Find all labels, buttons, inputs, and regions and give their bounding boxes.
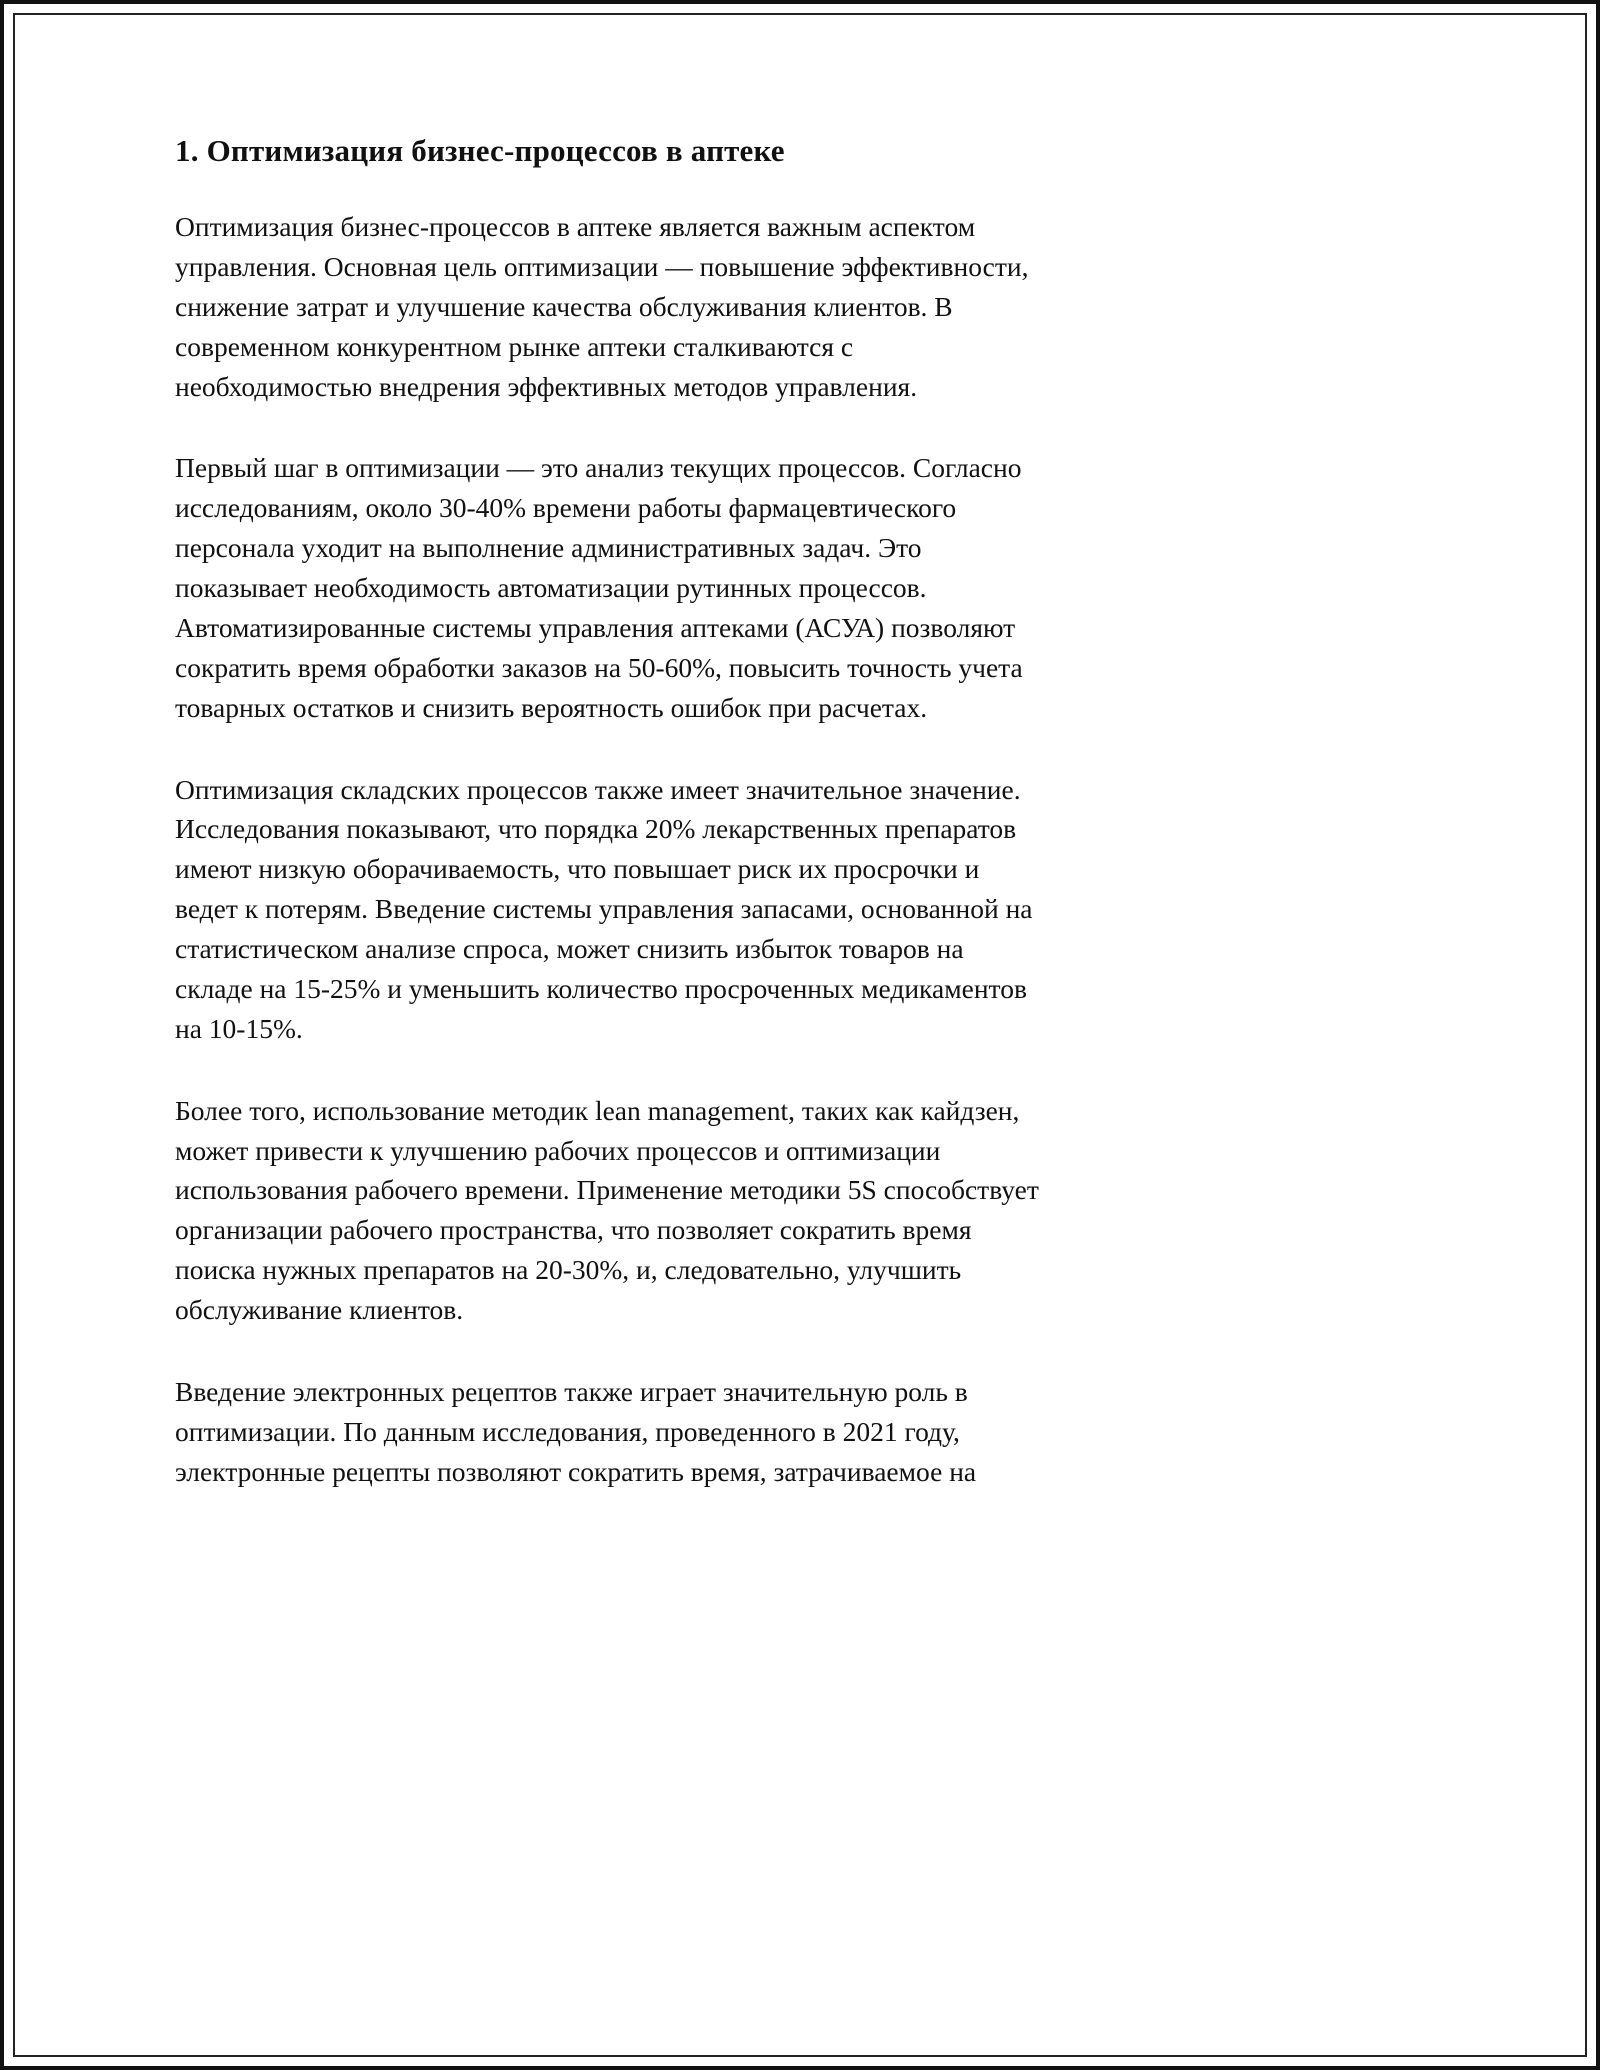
paragraph: Более того, использование методик lean management, таких как кайдзен, может привести к улучшению рабочих процессов и оптимизации использования рабочего времени. Применение методики 5S способствует организации рабочего пространства, что позволяет сократить время поиска нужных препаратов на 20-30%, и, следовательно, улучшить обслуживание клиентов. xyxy=(175,1094,1039,1325)
document-title: 1. Оптимизация бизнес-процессов в аптеке xyxy=(175,133,785,168)
paragraph: Первый шаг в оптимизации — это анализ текущих процессов. Согласно исследованиям, около 30-40% времени работы фармацевтического персонала уходит на выполнение административных задач. Это показывает необходимость автоматизации рутинных процессов. Автоматизированные системы управления аптеками (АСУА) позволяют сократить время обработки заказов на 50-60%, повысить точность учета товарных остатков и снизить вероятность ошибок при расчетах. xyxy=(175,452,1023,723)
document-content xyxy=(15,15,1055,1492)
page-border xyxy=(13,13,1587,2057)
paragraph: Оптимизация складских процессов также имеет значительное значение. Исследования показывают, что порядка 20% лекарственных препаратов имеют низкую оборачиваемость, что повышает риск их просрочки и ведет к потерям. Введение системы управления запасами, основанной на статистическом анализе спроса, может снизить избыток товаров на складе на 15-25% и уменьшить количество просроченных медикаментов на 10-15%. xyxy=(175,773,1033,1044)
paragraph: Введение электронных рецептов также играет значительную роль в оптимизации. По данным исследования, проведенного в 2021 году, электронные рецепты позволяют сократить время, затрачиваемое на xyxy=(175,1375,977,1487)
paragraph: Оптимизация бизнес-процессов в аптеке является важным аспектом управления. Основная цель оптимизации — повышение эффективности, снижение затрат и улучшение качества обслуживания клиентов. В современном конкурентном рынке аптеки сталкиваются с необходимостью внедрения эффективных методов управления. xyxy=(175,211,1029,402)
